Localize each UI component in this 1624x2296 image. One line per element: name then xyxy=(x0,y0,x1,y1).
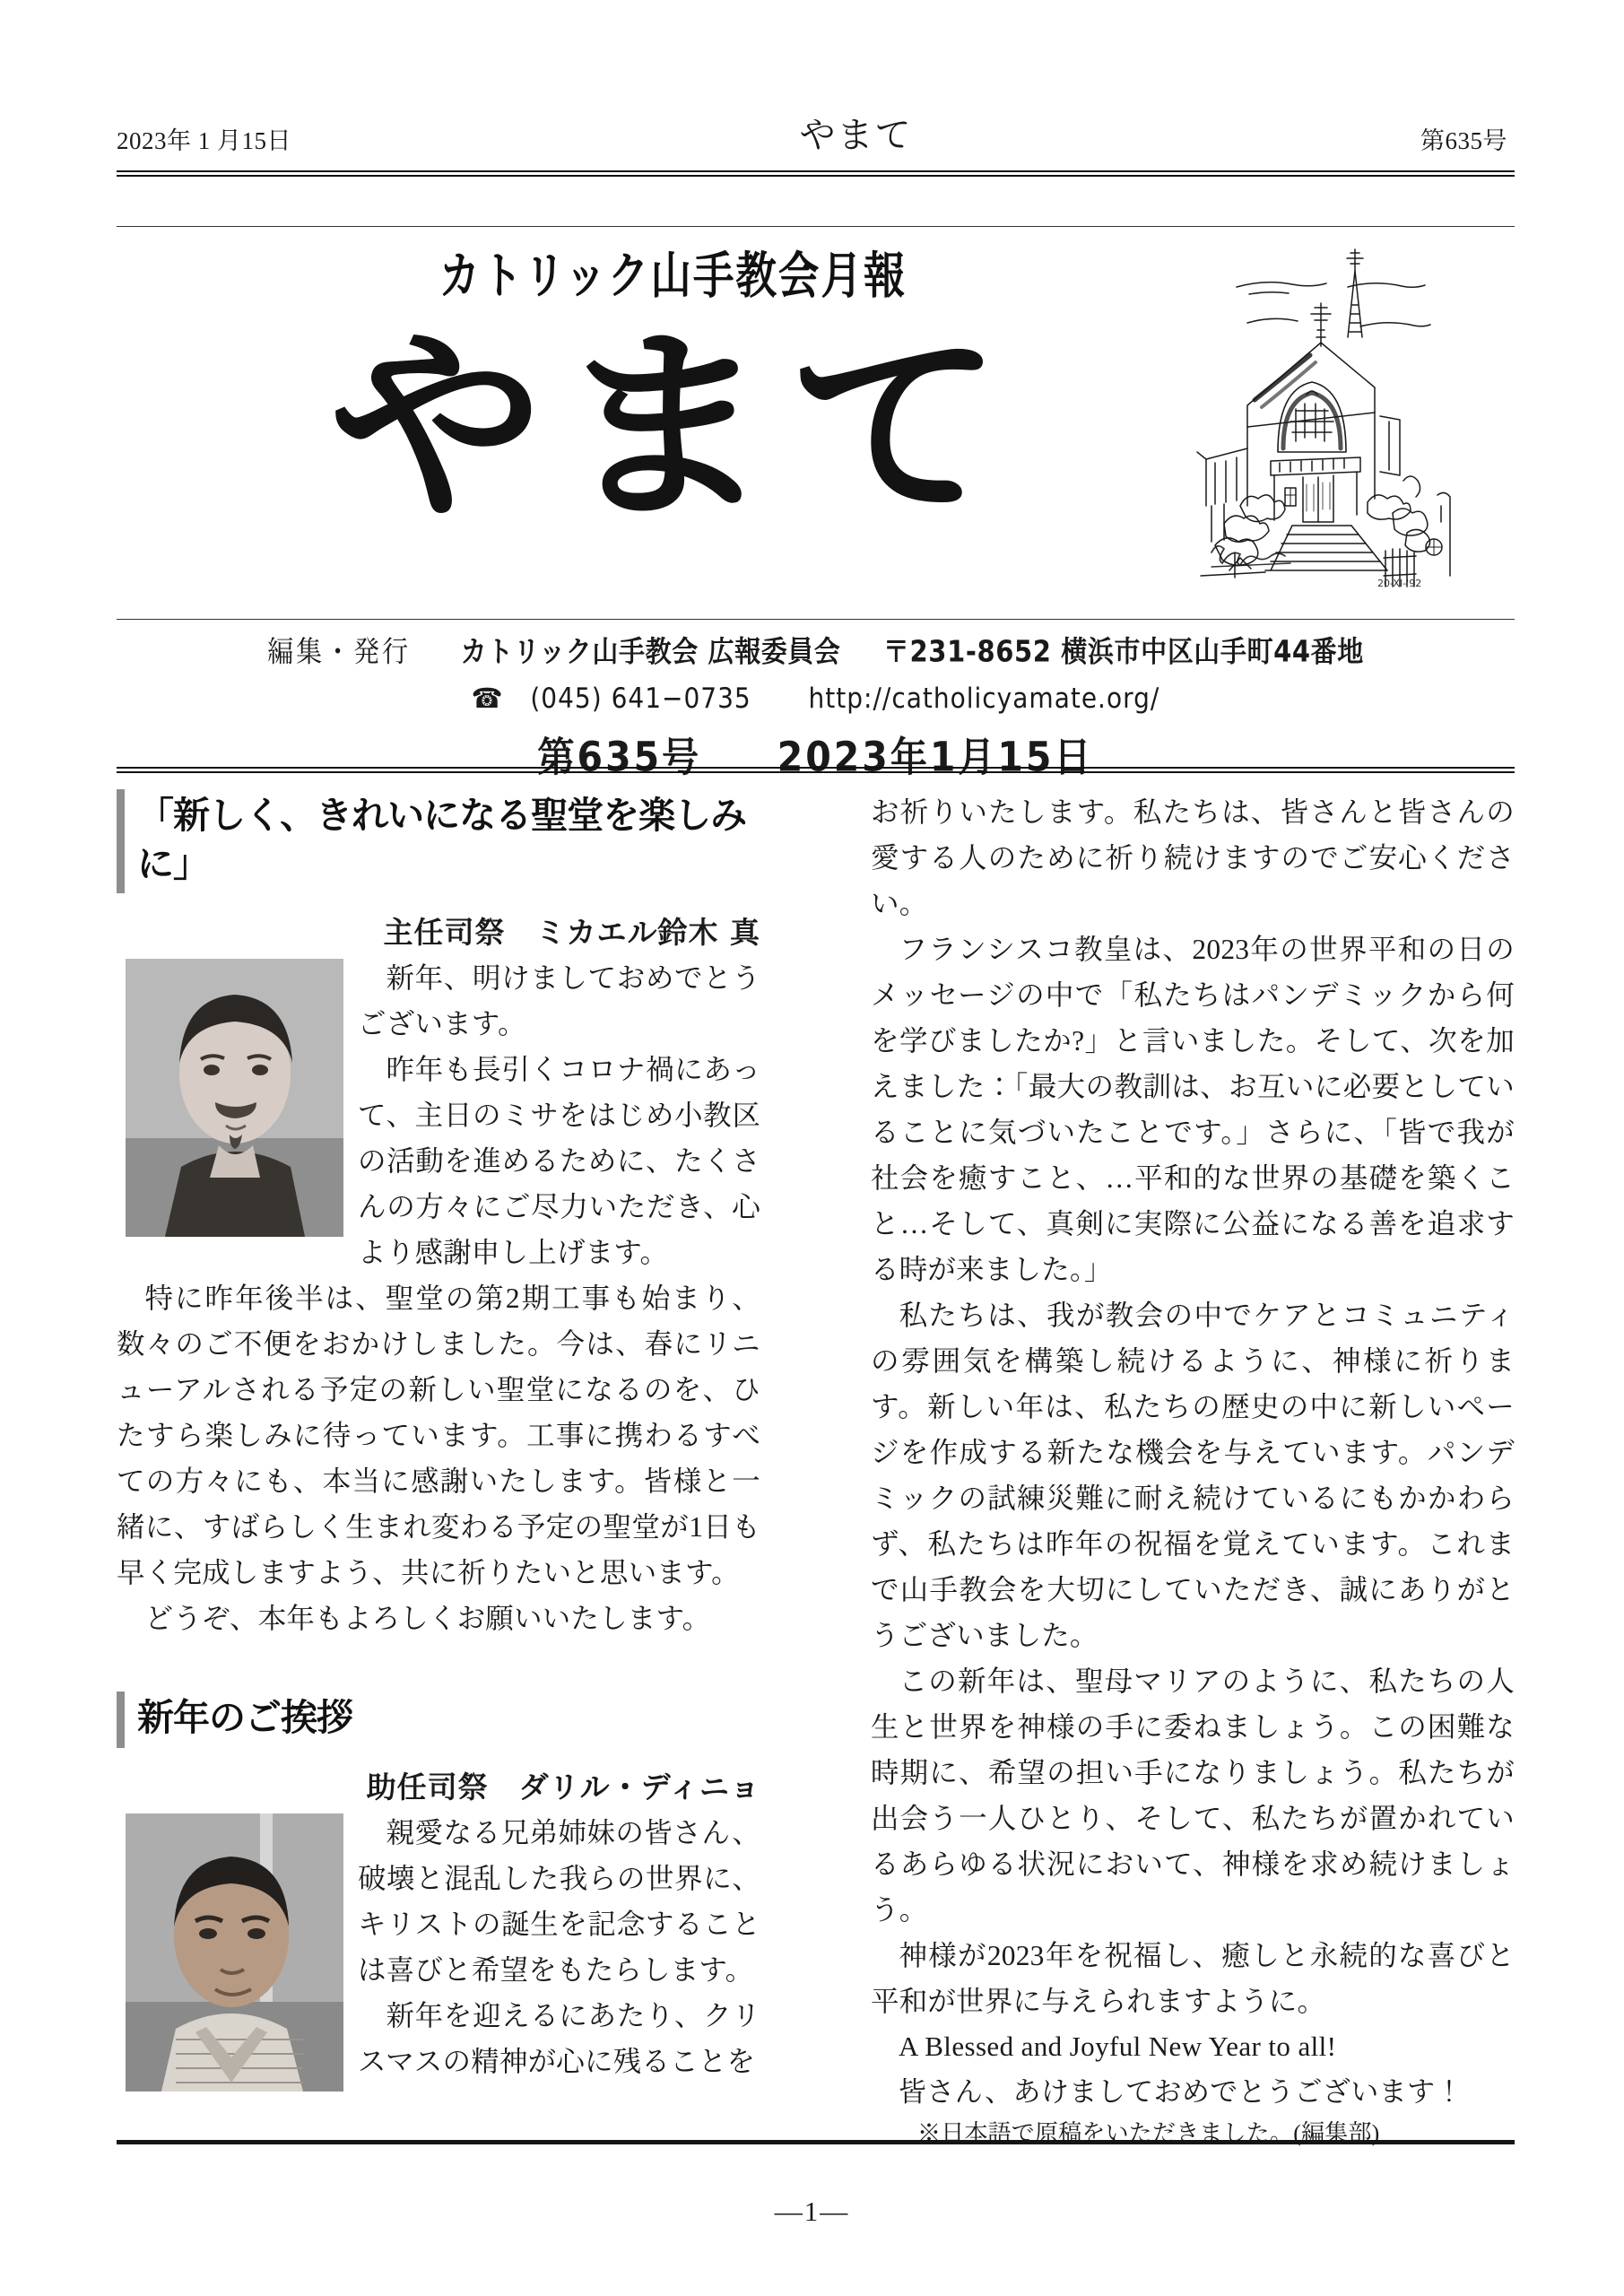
publication-info xyxy=(117,631,1515,780)
editor-note: ※日本語で原稿をいただきました。(編集部) xyxy=(917,2119,1380,2146)
paragraph: 私たちは、我が教会の中でケアとコミュニティの雰囲気を構築し続けるように、神様に祈ります。新しい年は、私たちの歴史の中に新しいページを作成する新たな機会を与えています。パンデミックの試練災難に耐え続けているにもかかわらず、私たちは昨年の祝福を覚えています。これまで山手教会を大切にしていただき、誠にありがとうございました。 xyxy=(871,1300,1515,1652)
running-head-title: やまて xyxy=(799,115,913,155)
article-paragraphs-greeting-right xyxy=(871,789,1515,2024)
paragraph: フランシスコ教皇は、2023年の世界平和の日のメッセージの中で「私たちはパンデミックから何を学びましたか?」と言いました。そして、次を加えました：「最大の教訓は、お互いに必要としていることに気づいたことです。」さらに、「皆で我が社会を癒すこと、…平和的な世界の基礎を築くこと…そして、真剣に実際に公益になる善を追求する時が来ました。」 xyxy=(871,934,1515,1286)
paragraph: 親愛なる兄弟姉妹の皆さん、破壊と混乱した我らの世界に、キリストの誕生を記念することは喜びと希望をもたらします。 xyxy=(358,1816,760,1986)
footer-rule xyxy=(117,2140,1515,2144)
telephone-icon: ☎ xyxy=(471,682,504,715)
publisher-name: カトリック山手教会 広報委員会 xyxy=(460,634,841,669)
paragraph: 新年、明けましておめでとうございます。 xyxy=(358,962,760,1040)
masthead-top-rule xyxy=(117,226,1515,227)
running-head-issue: 第635号 xyxy=(1420,127,1507,154)
article-body-pastor xyxy=(117,955,760,1641)
paragraph: どうぞ、本年もよろしくお願いいたします。 xyxy=(144,1603,711,1635)
paragraph: 特に昨年後半は、聖堂の第2期工事も始まり、数々のご不便をおかけしました。今は、春にリニューアルされる予定の新しい聖堂になるのを、ひたすら楽しみに待っています。工事に携わるすべての方々にも、本当に感謝いたします。皆様と一緒に、すばらしく生まれ変わる予定の聖堂が1日も早く完成しますよう、共に祈りたいと思います。 xyxy=(117,1283,760,1589)
issue-date: 2023年1月15日 xyxy=(777,733,1094,781)
column-left xyxy=(117,789,760,2117)
svg-text:20-XI-'92: 20-XI-'92 xyxy=(1377,578,1422,589)
article-heading-pastor xyxy=(117,789,760,893)
paragraph: 昨年も長引くコロナ禍にあって、主日のミサをはじめ小教区の活動を進めるために、たくさんの方々にご尽力いただき、心より感謝申し上げます。 xyxy=(358,1054,760,1269)
page-number: —1— xyxy=(774,2196,850,2227)
column-right xyxy=(871,789,1515,2146)
portrait-photo-suzuki xyxy=(126,959,343,1237)
byline-associate: 助任司祭 ダリル・ディニョ xyxy=(366,1769,760,1805)
running-head-date: 2023年 1 月15日 xyxy=(117,127,291,154)
masthead-text-group xyxy=(215,231,1130,548)
article-heading-greeting xyxy=(117,1692,760,1747)
heading-accent-bar xyxy=(117,789,125,893)
portrait-photo-dinyo xyxy=(126,1813,343,2092)
article-body-greeting-left xyxy=(117,1810,760,2097)
byline-pastor: 主任司祭 ミカエル鈴木 真 xyxy=(383,915,760,951)
paragraph: 新年を迎えるにあたり、クリスマスの精神が心に残ることを xyxy=(358,1999,760,2077)
issue-number: 第635号 xyxy=(537,733,702,781)
masthead-logo: やまて xyxy=(328,309,1017,548)
english-greeting: A Blessed and Joyful New Year to all! xyxy=(899,2031,1337,2063)
church-line-drawing-icon xyxy=(1185,237,1463,591)
publication-line-issue xyxy=(117,725,1515,783)
heading-text: 新年のご挨拶 xyxy=(137,1696,352,1740)
paragraph: この新年は、聖母マリアのように、私たちの人生と世界を神様の手に委ねましょう。この困難な時期に、希望の担い手になりましょう。私たちが出会う一人ひとり、そして、私たちが置かれているあらゆる状況において、神様を求め続けましょう。 xyxy=(871,1665,1515,1926)
heading-text: 「新しく、きれいになる聖堂を楽しみに」 xyxy=(137,794,747,886)
publication-line-publisher xyxy=(117,630,1515,671)
editor-label: 編集・発行 xyxy=(267,634,412,669)
running-head xyxy=(117,115,1507,156)
masthead-subtitle: カトリック山手教会月報 xyxy=(439,247,907,306)
paragraph: 神様が2023年を祝福し、癒しと永続的な喜びと平和が世界に与えられますように。 xyxy=(871,1940,1515,2018)
publication-line-contact xyxy=(117,682,1515,714)
masthead xyxy=(117,231,1515,617)
heading-accent-bar xyxy=(117,1692,125,1747)
phone-number: (045) 641−0735 xyxy=(530,682,751,715)
header-double-rule xyxy=(117,170,1515,177)
article-columns xyxy=(117,789,1515,2146)
website-url[interactable]: http://catholicyamate.org/ xyxy=(808,682,1160,715)
publication-top-rule xyxy=(117,619,1515,620)
japanese-greeting: 皆さん、あけましておめでとうございます！ xyxy=(899,2075,1463,2108)
postal-address: 〒231-8652 横浜市中区山手町44番地 xyxy=(882,634,1364,669)
content-top-double-rule xyxy=(117,767,1515,773)
paragraph: お祈りいたします。私たちは、皆さんと皆さんの愛する人のために祈り続けますのでご安心ください。 xyxy=(871,796,1515,920)
